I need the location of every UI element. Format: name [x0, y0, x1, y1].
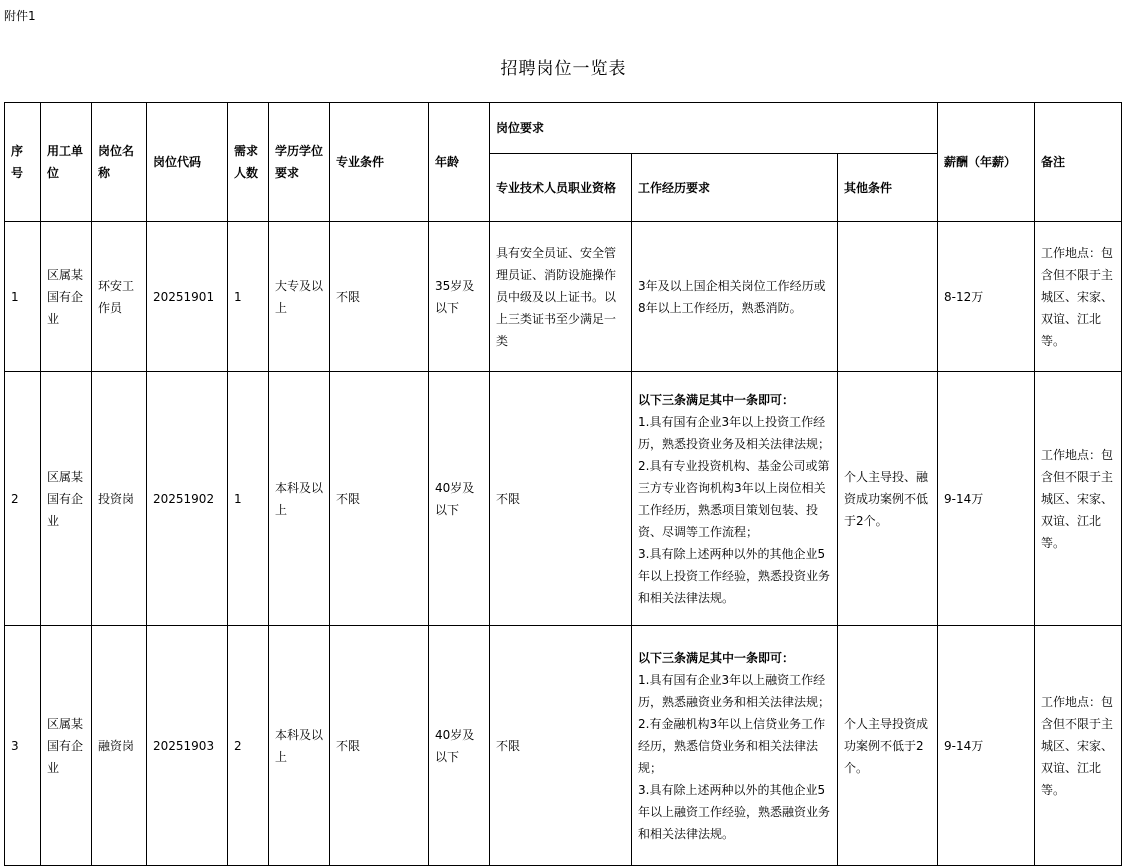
cell-salary: 9-14万	[938, 372, 1035, 626]
cell-cert: 不限	[490, 372, 632, 626]
cell-experience	[632, 222, 838, 372]
header-employer: 用工单位	[41, 103, 92, 222]
header-remarks: 备注	[1035, 103, 1122, 222]
cell-employer: 区属某国有企业	[41, 626, 92, 866]
header-seq: 序号	[5, 103, 41, 222]
header-experience: 工作经历要求	[632, 154, 838, 222]
experience-line: 3.具有除上述两种以外的其他企业5年以上投资工作经验，熟悉投资业务和相关法律法规。	[638, 546, 831, 605]
header-headcount: 需求人数	[228, 103, 269, 222]
experience-line: 3.具有除上述两种以外的其他企业5年以上融资工作经验，熟悉融资业务和相关法律法规。	[638, 782, 831, 841]
positions-table	[4, 102, 1122, 866]
cell-major: 不限	[330, 372, 429, 626]
cell-employer: 区属某国有企业	[41, 222, 92, 372]
cell-education: 本科及以上	[269, 372, 330, 626]
cell-education: 本科及以上	[269, 626, 330, 866]
header-salary: 薪酬（年薪）	[938, 103, 1035, 222]
cell-headcount: 1	[228, 372, 269, 626]
experience-line: 3年及以上国企相关岗位工作经历或8年以上工作经历，熟悉消防。	[638, 278, 826, 315]
cell-cert: 具有安全员证、安全管理员证、消防设施操作员中级及以上证书。以上三类证书至少满足一类	[490, 222, 632, 372]
experience-line: 1.具有国有企业3年以上融资工作经历，熟悉融资业务和相关法律法规；	[638, 672, 831, 709]
cell-age: 35岁及以下	[429, 222, 490, 372]
cell-position-name: 环安工作员	[92, 222, 147, 372]
experience-line: 1.具有国有企业3年以上投资工作经历，熟悉投资业务及相关法律法规；	[638, 414, 831, 451]
cell-position-name: 投资岗	[92, 372, 147, 626]
header-age: 年龄	[429, 103, 490, 222]
header-cert: 专业技术人员职业资格	[490, 154, 632, 222]
cell-seq: 2	[5, 372, 41, 626]
cell-position-name: 融资岗	[92, 626, 147, 866]
page-title: 招聘岗位一览表	[500, 59, 627, 79]
cell-age: 40岁及以下	[429, 626, 490, 866]
cell-age: 40岁及以下	[429, 372, 490, 626]
cell-position-code: 20251901	[147, 222, 228, 372]
cell-experience	[632, 372, 838, 626]
experience-line: 2.具有专业投资机构、基金公司或第三方专业咨询机构3年以上岗位相关工作经历，熟悉项目策划包装、投资、尽调等工作流程；	[638, 458, 830, 539]
cell-other: 个人主导投资成功案例不低于2个。	[838, 626, 938, 866]
header-other: 其他条件	[838, 154, 938, 222]
table-row	[5, 222, 1122, 372]
cell-headcount: 1	[228, 222, 269, 372]
header-major: 专业条件	[330, 103, 429, 222]
cell-seq: 1	[5, 222, 41, 372]
cell-remarks: 工作地点：包含但不限于主城区、宋家、双谊、江北等。	[1035, 372, 1122, 626]
cell-position-code: 20251902	[147, 372, 228, 626]
experience-lead: 以下三条满足其中一条即可：	[638, 650, 795, 665]
cell-headcount: 2	[228, 626, 269, 866]
cell-experience	[632, 626, 838, 866]
cell-employer: 区属某国有企业	[41, 372, 92, 626]
cell-seq: 3	[5, 626, 41, 866]
attachment-label: 附件1	[4, 9, 36, 23]
header-position-name: 岗位名称	[92, 103, 147, 222]
header-requirements: 岗位要求	[490, 103, 938, 154]
cell-other: 个人主导投、融资成功案例不低于2个。	[838, 372, 938, 626]
header-education: 学历学位要求	[269, 103, 330, 222]
cell-salary: 8-12万	[938, 222, 1035, 372]
cell-remarks: 工作地点：包含但不限于主城区、宋家、双谊、江北等。	[1035, 222, 1122, 372]
cell-major: 不限	[330, 626, 429, 866]
cell-salary: 9-14万	[938, 626, 1035, 866]
cell-other	[838, 222, 938, 372]
table-row	[5, 626, 1122, 866]
header-position-code: 岗位代码	[147, 103, 228, 222]
experience-line: 2.有金融机构3年以上信贷业务工作经历，熟悉信贷业务和相关法律法规；	[638, 716, 826, 775]
cell-position-code: 20251903	[147, 626, 228, 866]
cell-cert: 不限	[490, 626, 632, 866]
cell-remarks: 工作地点：包含但不限于主城区、宋家、双谊、江北等。	[1035, 626, 1122, 866]
table-row	[5, 372, 1122, 626]
experience-lead: 以下三条满足其中一条即可：	[638, 392, 795, 407]
cell-major: 不限	[330, 222, 429, 372]
cell-education: 大专及以上	[269, 222, 330, 372]
